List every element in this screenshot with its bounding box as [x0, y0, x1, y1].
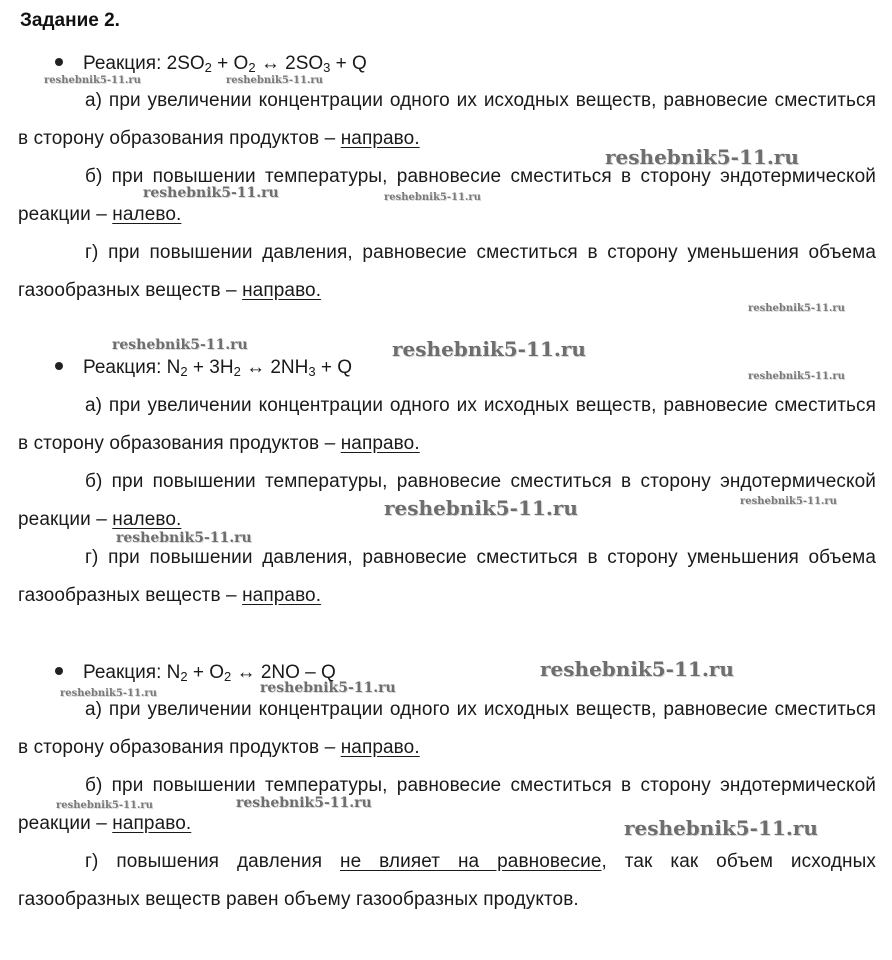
- watermark: reshebnik5-11.ru: [748, 303, 845, 314]
- answer: направо.: [112, 813, 192, 834]
- reaction-1-item-b: б) при повышении температуры, равновесие сместиться в сторону эндотермической реакции – налево.: [18, 166, 876, 225]
- reaction-label: Реакция:: [83, 357, 162, 378]
- watermark: reshebnik5-11.ru: [392, 337, 586, 361]
- watermark: reshebnik5-11.ru: [740, 496, 837, 507]
- reaction-1-header: Реакция: $2SO_2 + O_2$ ↔ $2SO_3 + Q$: [55, 52, 367, 76]
- watermark: reshebnik5-11.ru: [624, 816, 818, 840]
- watermark: reshebnik5-11.ru: [605, 145, 799, 169]
- reaction-2-item-b: б) при повышении температуры, равновесие сместиться в сторону эндотермической реакции – налево.: [18, 471, 876, 530]
- bullet-icon: [55, 667, 63, 675]
- answer: налево.: [112, 509, 182, 530]
- reaction-label: Реакция:: [83, 662, 162, 683]
- watermark: reshebnik5-11.ru: [748, 371, 845, 382]
- watermark: reshebnik5-11.ru: [44, 75, 141, 86]
- watermark: reshebnik5-11.ru: [116, 530, 252, 546]
- answer: направо.: [340, 737, 420, 758]
- equation-part: 2SO: [166, 53, 205, 74]
- reaction-3-header: Реакция: $N_2 + O_2$ ↔ 2NO – Q: [55, 661, 336, 685]
- watermark: reshebnik5-11.ru: [236, 795, 372, 811]
- reaction-1-item-g: г) при повышении давления, равновесие сместиться в сторону уменьшения объема газообразных веществ – направо.: [18, 242, 876, 301]
- answer: направо.: [242, 585, 322, 606]
- watermark: reshebnik5-11.ru: [226, 75, 323, 86]
- watermark: reshebnik5-11.ru: [56, 800, 153, 811]
- answer: направо.: [340, 128, 420, 149]
- reaction-2-item-a: а) при увеличении концентрации одного их исходных веществ, равновесие сместиться в сторону образования продуктов – направо.: [18, 395, 876, 454]
- answer: направо.: [340, 433, 420, 454]
- reaction-1-item-a: а) при увеличении концентрации одного их исходных веществ, равновесие сместиться в сторону образования продуктов – направо.: [18, 90, 876, 149]
- reaction-2-item-g: г) при повышении давления, равновесие сместиться в сторону уменьшения объема газообразных веществ – направо.: [18, 547, 876, 606]
- answer: не влияет на равновесие: [340, 851, 602, 872]
- answer: налево.: [112, 204, 182, 225]
- task-title: Задание 2.: [20, 10, 120, 31]
- reaction-3-item-a: а) при увеличении концентрации одного их исходных веществ, равновесие сместиться в сторону образования продуктов – направо.: [18, 699, 876, 758]
- reaction-3-item-b: б) при повышении температуры, равновесие сместиться в сторону эндотермической реакции – направо.: [18, 775, 876, 834]
- reaction-2-header: Реакция: $N_2 + 3H_2$ ↔ $2NH_3 + Q$: [55, 356, 352, 380]
- bullet-icon: [55, 362, 63, 370]
- watermark: reshebnik5-11.ru: [384, 192, 481, 203]
- answer: направо.: [242, 280, 322, 301]
- watermark: reshebnik5-11.ru: [112, 337, 248, 353]
- reaction-3-item-g: г) повышения давления не влияет на равновесие, так как объем исходных газообразных веществ равен объему газообразных продуктов.: [18, 851, 876, 910]
- bullet-icon: [55, 58, 63, 66]
- watermark: reshebnik5-11.ru: [384, 496, 578, 520]
- watermark: reshebnik5-11.ru: [143, 185, 279, 201]
- watermark: reshebnik5-11.ru: [60, 688, 157, 699]
- watermark: reshebnik5-11.ru: [540, 657, 734, 681]
- reaction-label: Реакция:: [83, 53, 162, 74]
- watermark: reshebnik5-11.ru: [260, 680, 396, 696]
